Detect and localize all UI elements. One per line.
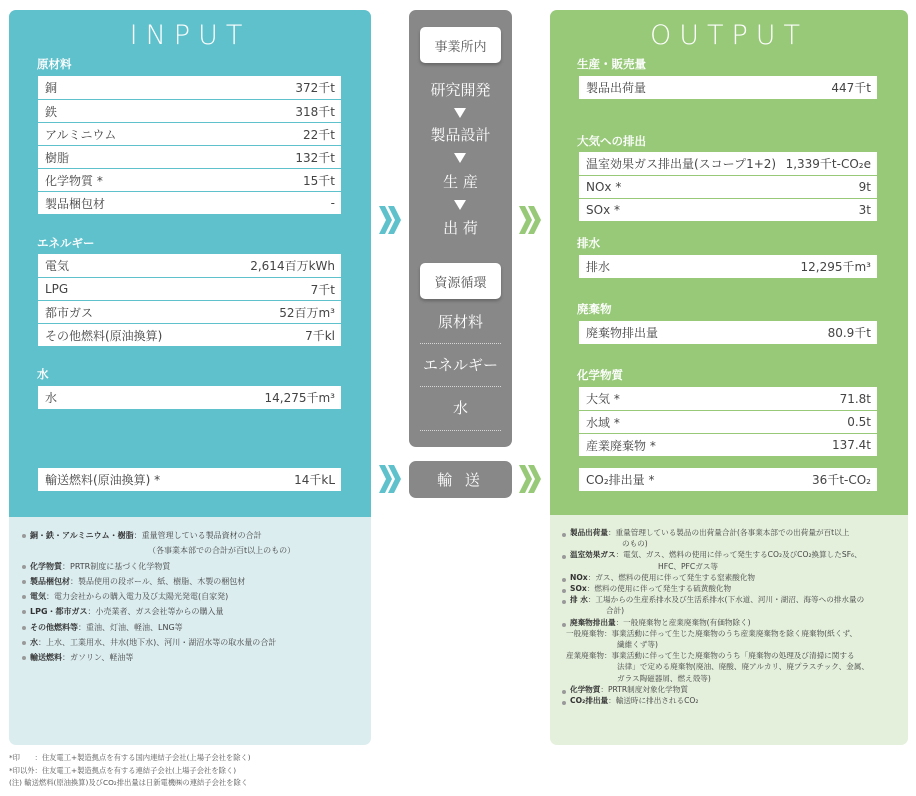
table-row xyxy=(579,433,877,456)
note-term: 化学物質 xyxy=(570,684,601,694)
note-text: ：燃料の使用に伴って発生する硫黄酸化物 xyxy=(586,584,732,594)
input-panel xyxy=(9,10,371,745)
section-label-air-emissions: 大気への排出 xyxy=(577,134,646,148)
row-value: 80.9千t xyxy=(827,326,871,340)
note-continuation: ガラス陶磁器屑、燃え殻等) xyxy=(617,673,711,683)
note-text: ：工場からの生産系排水及び生活系排水(下水道、河川・湖沼、海等への排水量の xyxy=(587,595,865,605)
input-title: INPUT xyxy=(129,20,251,51)
section-label-production: 生産・販売量 xyxy=(577,57,646,71)
note-item xyxy=(21,559,295,574)
row-label: その他燃料(原油換算) xyxy=(45,328,163,343)
note-item xyxy=(561,527,869,549)
row-value: 3t xyxy=(858,203,871,217)
row-label: 輸送燃料(原油換算) * xyxy=(45,473,161,487)
note-term: 排 水 xyxy=(570,595,588,605)
note-item xyxy=(21,589,295,604)
note-continuation: 合計) xyxy=(606,606,625,616)
output-panel xyxy=(550,10,908,745)
table-row xyxy=(579,152,877,175)
row-value: 52百万m³ xyxy=(279,305,335,320)
section-label-energy: エネルギー xyxy=(37,236,95,250)
row-label: 銅 xyxy=(45,81,58,95)
row-value: 14,275千m³ xyxy=(264,391,335,405)
section-label-water: 水 xyxy=(37,367,49,381)
footnote: *印以外：住友電工+製造拠点を有する連結子会社(上場子会社を除く) xyxy=(9,765,237,775)
row-label: アルミニウム xyxy=(45,127,117,142)
air-emissions-table xyxy=(579,152,877,221)
section-label-raw-materials: 原材料 xyxy=(37,57,72,71)
note-continuation: HFC、PFCガス等 xyxy=(658,561,719,571)
table-row xyxy=(38,145,341,168)
row-value: 71.8t xyxy=(839,391,871,406)
note-continuation: （各事業本部での合計が百t以上のもの） xyxy=(148,546,296,556)
waste-table xyxy=(579,321,877,344)
row-label: 電気 xyxy=(45,259,70,273)
table-row xyxy=(38,76,341,99)
note-item xyxy=(21,620,295,635)
row-value: 372千t xyxy=(295,81,335,95)
note-continuation: 法律」で定める廃棄物(廃油、廃酸、廃アルカリ、廃プラスチック、金属、 xyxy=(617,662,869,672)
row-label: 水 xyxy=(45,391,58,405)
note-term: SOx xyxy=(570,584,587,594)
note-item xyxy=(21,635,295,650)
row-value: - xyxy=(330,196,335,210)
transport-box: 輸 送 xyxy=(409,461,512,498)
note-term: 輸送燃料 xyxy=(30,653,62,663)
row-value: 14千kL xyxy=(294,473,335,487)
double-chevron-right-icon xyxy=(377,204,403,236)
production-table xyxy=(579,76,877,99)
table-row xyxy=(38,300,341,323)
note-text: 一般廃棄物：事業活動に伴って生じた廃棄物のうち産業廃棄物を除く廃棄物(紙くず、 xyxy=(566,628,857,638)
flow-step-production: 生 産 xyxy=(443,173,478,191)
footnote: (注) 輸送燃料(原油換算)及びCO₂排出量は日新電機㈱の連結子会社を除く xyxy=(9,778,249,787)
table-row xyxy=(38,468,341,491)
note-text: ：PRTR制度に基づく化学物質 xyxy=(62,561,171,571)
note-text: ：重量管理している製品の出荷量合計(各事業本部での出荷量が百t以上 xyxy=(607,528,850,537)
note-continuation: 繊維くず等) xyxy=(617,640,658,650)
note-item xyxy=(21,528,295,559)
note-item xyxy=(21,604,295,619)
input-notes xyxy=(21,528,295,666)
section-label-chemicals: 化学物質 xyxy=(577,368,623,382)
wastewater-table xyxy=(579,255,877,278)
row-value: 15千t xyxy=(303,173,335,188)
table-row xyxy=(579,76,877,99)
note-item xyxy=(21,650,295,665)
row-label: 製品梱包材 xyxy=(45,196,106,211)
note-term: NOx xyxy=(570,572,588,582)
down-arrow-icon xyxy=(454,108,466,118)
table-row xyxy=(579,321,877,344)
output-notes xyxy=(561,527,869,706)
note-item xyxy=(561,684,869,695)
recycle-item-water: 水 xyxy=(452,399,468,417)
raw-materials-table xyxy=(38,76,341,214)
note-text: ：輸送時に排出されるCO₂ xyxy=(608,696,699,706)
row-label: 産業廃棄物 * xyxy=(586,438,656,453)
row-value: 12,295千m³ xyxy=(800,260,871,274)
note-term: CO₂排出量 xyxy=(570,696,609,706)
divider xyxy=(420,386,501,387)
note-text: ：電力会社からの購入電力及び太陽光発電(自家発) xyxy=(46,592,229,602)
table-row xyxy=(38,386,341,409)
table-row xyxy=(38,277,341,300)
footnote: *印 ：住友電工+製造拠点を有する国内連結子会社(上場子会社を除く) xyxy=(9,753,251,762)
note-term: 製品出荷量 xyxy=(570,528,608,537)
row-label: 都市ガス xyxy=(45,305,94,320)
table-row xyxy=(579,255,877,278)
row-value: 0.5t xyxy=(847,415,871,429)
note-text: ：小売業者、ガス会社等からの購入量 xyxy=(87,607,224,617)
chemicals-table xyxy=(579,387,877,456)
note-text: ：電気、ガス、燃料の使用に伴って発生するCO₂及びCO₂換算したSF₆、 xyxy=(615,550,862,560)
section-label-wastewater: 排水 xyxy=(577,236,600,250)
row-label: 排水 xyxy=(586,260,611,274)
row-label: 鉄 xyxy=(45,104,58,119)
divider xyxy=(420,430,501,431)
double-chevron-right-icon xyxy=(517,204,543,236)
row-label: SOx * xyxy=(586,203,620,217)
note-term: 電気 xyxy=(30,592,46,602)
divider xyxy=(420,343,501,344)
row-value: 36千t-CO₂ xyxy=(812,473,871,487)
recycle-item-energy: エネルギー xyxy=(422,356,498,374)
table-row xyxy=(38,168,341,191)
row-label: 水域 * xyxy=(586,415,620,430)
row-label: 樹脂 xyxy=(45,150,70,165)
note-item xyxy=(561,549,869,571)
note-term: 温室効果ガス xyxy=(570,550,616,560)
output-panel-header-area xyxy=(550,10,908,515)
row-value: 137.4t xyxy=(831,438,871,452)
row-label: CO₂排出量 * xyxy=(586,473,655,487)
row-value: 318千t xyxy=(295,104,335,119)
flow-step-design: 製品設計 xyxy=(430,126,491,144)
table-row xyxy=(38,122,341,145)
note-term: LPG・都市ガス xyxy=(30,607,88,617)
row-value: 7千t xyxy=(310,282,335,297)
row-value: 2,614百万kWh xyxy=(250,259,335,273)
water-table xyxy=(38,386,341,409)
table-row xyxy=(579,198,877,221)
down-arrow-icon xyxy=(454,153,466,163)
table-row xyxy=(38,99,341,122)
note-item xyxy=(561,695,869,706)
double-chevron-right-icon xyxy=(377,463,403,495)
note-text: ：ガソリン、軽油等 xyxy=(62,653,134,663)
table-row xyxy=(579,410,877,433)
note-term: 銅・鉄・アルミニウム・樹脂 xyxy=(30,531,134,540)
note-subitem xyxy=(561,628,869,650)
energy-table xyxy=(38,254,341,346)
row-label: 大気 * xyxy=(586,392,620,406)
row-label: 廃棄物排出量 xyxy=(586,326,659,340)
table-row xyxy=(579,468,877,491)
note-text: ：上水、工業用水、井水(地下水)、河川・湖沼水等の取水量の合計 xyxy=(38,638,277,648)
row-label: NOx * xyxy=(586,180,622,194)
note-item xyxy=(561,583,869,594)
note-text: ：製品使用の段ボール、紙、樹脂、木製の梱包材 xyxy=(70,576,246,586)
note-item xyxy=(561,594,869,616)
flow-step-rnd: 研究開発 xyxy=(430,81,491,99)
input-panel-header-area xyxy=(9,10,371,517)
down-arrow-icon xyxy=(454,200,466,210)
note-term: 廃棄物排出量 xyxy=(570,617,616,627)
flow-step-shipping: 出 荷 xyxy=(443,219,478,237)
recycle-box: 資源循環 xyxy=(420,263,501,299)
row-value: 447千t xyxy=(831,81,871,95)
note-text: ：一般廃棄物と産業廃棄物(有価物除く) xyxy=(615,617,751,627)
table-row xyxy=(38,254,341,277)
note-text: ：重量管理している製品資材の合計 xyxy=(133,531,262,540)
recycle-item-materials: 原材料 xyxy=(437,313,483,331)
note-subitem xyxy=(561,650,869,684)
note-term: 製品梱包材 xyxy=(30,576,70,586)
double-chevron-right-icon xyxy=(517,463,543,495)
row-value: 22千t xyxy=(303,127,335,142)
note-item xyxy=(561,572,869,583)
footnotes xyxy=(9,752,251,790)
row-label: 温室効果ガス排出量(スコープ1+2) xyxy=(586,157,777,171)
transport-fuel-table xyxy=(38,468,341,491)
note-term: 水 xyxy=(30,638,38,648)
output-title: OUTPUT xyxy=(649,20,809,51)
co2-emissions-table xyxy=(579,468,877,491)
note-item xyxy=(21,574,295,589)
row-label: LPG xyxy=(45,282,69,296)
note-term: その他燃料等 xyxy=(30,622,78,632)
office-box: 事業所内 xyxy=(420,27,501,63)
row-label: 化学物質 * xyxy=(45,173,103,188)
table-row xyxy=(38,323,341,346)
table-row xyxy=(579,387,877,410)
row-label: 製品出荷量 xyxy=(586,81,647,95)
note-continuation: のもの) xyxy=(622,539,648,549)
row-value: 1,339千t-CO₂e xyxy=(785,157,871,171)
note-text: ：重油、灯油、軽油、LNG等 xyxy=(78,622,183,632)
section-label-waste: 廃棄物 xyxy=(577,302,612,316)
note-text: ：ガス、燃料の使用に伴って発生する窒素酸化物 xyxy=(587,572,756,582)
note-text: ：PRTR制度対象化学物質 xyxy=(600,684,688,694)
row-value: 9t xyxy=(858,180,871,194)
process-column xyxy=(409,10,512,447)
row-value: 7千kl xyxy=(305,328,335,343)
table-row xyxy=(38,191,341,214)
note-term: 化学物質 xyxy=(30,561,62,571)
table-row xyxy=(579,175,877,198)
note-item xyxy=(561,617,869,628)
row-value: 132千t xyxy=(295,150,335,165)
note-text: 産業廃棄物：事業活動に伴って生じた廃棄物のうち「廃棄物の処理及び清掃に関する xyxy=(566,651,855,661)
